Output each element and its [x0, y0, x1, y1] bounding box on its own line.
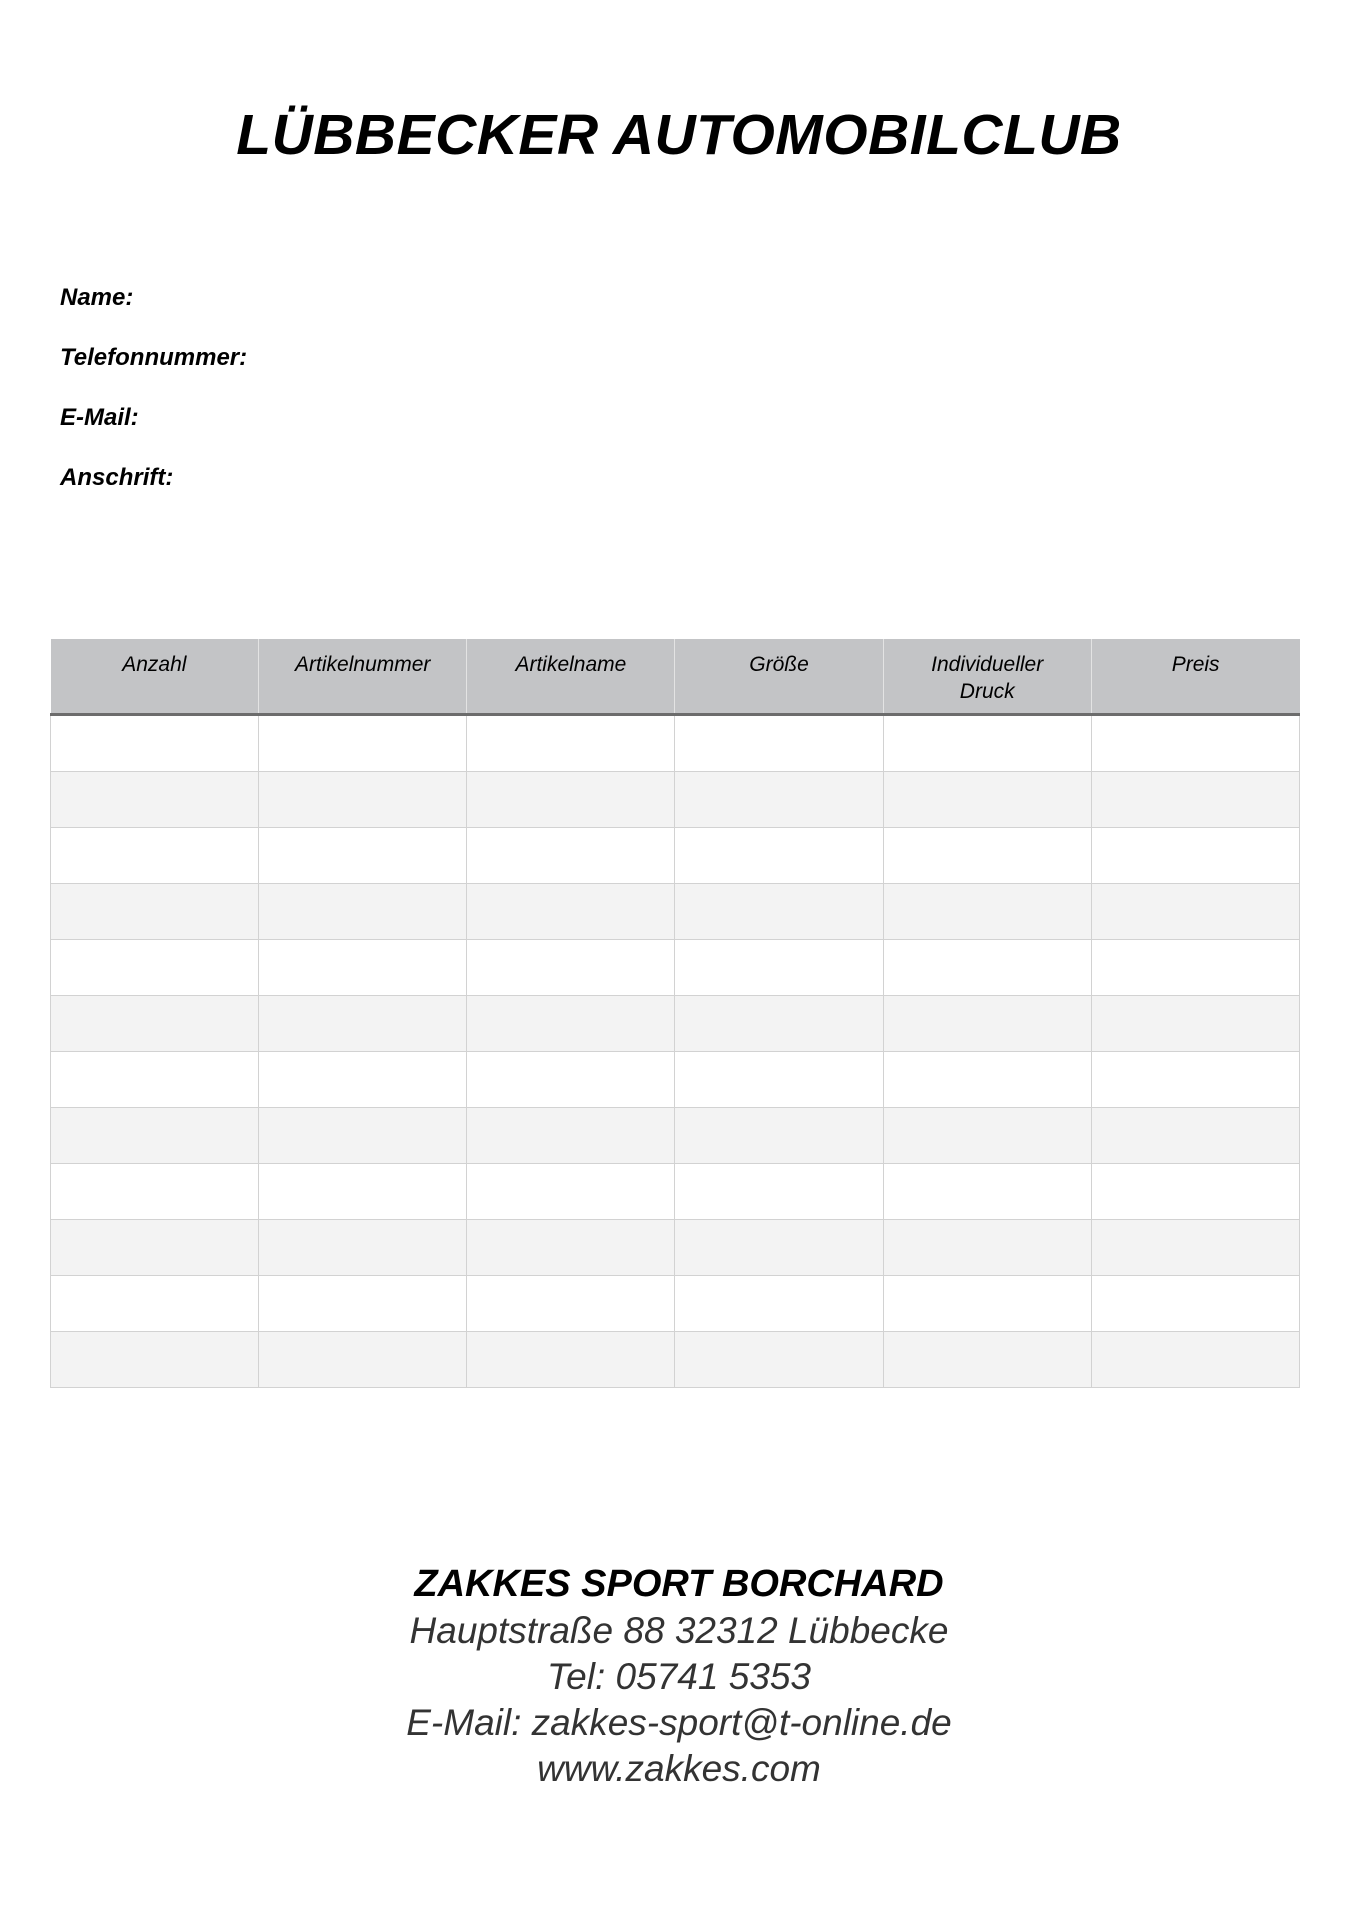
- footer-phone: Tel: 05741 5353: [546, 1656, 812, 1697]
- table-cell[interactable]: [1091, 940, 1299, 996]
- table-row: [51, 772, 1300, 828]
- table-cell[interactable]: [883, 1052, 1091, 1108]
- table-cell[interactable]: [51, 1164, 259, 1220]
- table-cell[interactable]: [259, 1332, 467, 1388]
- table-cell[interactable]: [259, 1052, 467, 1108]
- table-cell[interactable]: [259, 1220, 467, 1276]
- table-cell[interactable]: [675, 1332, 883, 1388]
- table-cell[interactable]: [51, 1276, 259, 1332]
- table-row: [51, 1276, 1300, 1332]
- table-cell[interactable]: [467, 1276, 675, 1332]
- footer-website[interactable]: www.zakkes.com: [537, 1748, 821, 1789]
- table-cell[interactable]: [675, 996, 883, 1052]
- table-cell[interactable]: [883, 1276, 1091, 1332]
- table-cell[interactable]: [1091, 1220, 1299, 1276]
- table-cell[interactable]: [467, 715, 675, 772]
- address-label: Anschrift:: [60, 464, 174, 491]
- table-cell[interactable]: [883, 772, 1091, 828]
- table-cell[interactable]: [1091, 884, 1299, 940]
- column-header-size: Größe: [675, 639, 883, 715]
- table-cell[interactable]: [51, 1108, 259, 1164]
- table-cell[interactable]: [1091, 715, 1299, 772]
- table-cell[interactable]: [51, 772, 259, 828]
- order-table: [50, 639, 1300, 1388]
- table-cell[interactable]: [467, 1164, 675, 1220]
- footer-email[interactable]: E-Mail: zakkes-sport@t-online.de: [406, 1702, 952, 1743]
- table-cell[interactable]: [883, 940, 1091, 996]
- table-cell[interactable]: [467, 940, 675, 996]
- table-cell[interactable]: [1091, 1276, 1299, 1332]
- table-cell[interactable]: [1091, 1052, 1299, 1108]
- table-cell[interactable]: [1091, 1164, 1299, 1220]
- table-cell[interactable]: [51, 715, 259, 772]
- column-header-article-number: Artikelnummer: [259, 639, 467, 715]
- table-cell[interactable]: [51, 828, 259, 884]
- table-cell[interactable]: [675, 884, 883, 940]
- table-cell[interactable]: [883, 1108, 1091, 1164]
- table-header-row: [51, 639, 1300, 715]
- table-cell[interactable]: [1091, 1332, 1299, 1388]
- table-cell[interactable]: [467, 828, 675, 884]
- table-row: [51, 1108, 1300, 1164]
- table-cell[interactable]: [467, 1052, 675, 1108]
- table-cell[interactable]: [883, 996, 1091, 1052]
- table-cell[interactable]: [51, 1052, 259, 1108]
- table-row: [51, 1220, 1300, 1276]
- order-table-body: [51, 715, 1300, 1388]
- table-row: [51, 715, 1300, 772]
- column-header-custom-print: Individueller Druck: [883, 639, 1091, 715]
- table-row: [51, 1052, 1300, 1108]
- column-header-article-name: Artikelname: [467, 639, 675, 715]
- table-cell[interactable]: [1091, 996, 1299, 1052]
- phone-label: Telefonnummer:: [60, 344, 248, 371]
- email-label: E-Mail:: [60, 404, 139, 431]
- table-cell[interactable]: [259, 828, 467, 884]
- table-cell[interactable]: [1091, 828, 1299, 884]
- table-cell[interactable]: [259, 940, 467, 996]
- footer: [0, 1560, 1358, 1792]
- table-cell[interactable]: [467, 996, 675, 1052]
- column-header-price: Preis: [1091, 639, 1299, 715]
- table-row: [51, 996, 1300, 1052]
- table-cell[interactable]: [259, 1276, 467, 1332]
- table-cell[interactable]: [675, 1108, 883, 1164]
- table-cell[interactable]: [675, 1164, 883, 1220]
- table-cell[interactable]: [259, 884, 467, 940]
- table-cell[interactable]: [675, 828, 883, 884]
- table-cell[interactable]: [883, 1164, 1091, 1220]
- customer-fields: [60, 280, 247, 520]
- table-cell[interactable]: [259, 1164, 467, 1220]
- table-cell[interactable]: [883, 828, 1091, 884]
- table-cell[interactable]: [675, 772, 883, 828]
- table-cell[interactable]: [51, 884, 259, 940]
- table-cell[interactable]: [51, 1220, 259, 1276]
- table-cell[interactable]: [51, 940, 259, 996]
- table-cell[interactable]: [883, 715, 1091, 772]
- table-cell[interactable]: [1091, 1108, 1299, 1164]
- table-cell[interactable]: [675, 1276, 883, 1332]
- table-cell[interactable]: [1091, 772, 1299, 828]
- name-label: Name:: [60, 284, 134, 311]
- column-header-quantity: Anzahl: [51, 639, 259, 715]
- table-cell[interactable]: [883, 1332, 1091, 1388]
- table-cell[interactable]: [467, 884, 675, 940]
- table-row: [51, 828, 1300, 884]
- table-cell[interactable]: [675, 715, 883, 772]
- table-row: [51, 940, 1300, 996]
- table-cell[interactable]: [259, 715, 467, 772]
- table-cell[interactable]: [675, 1052, 883, 1108]
- table-cell[interactable]: [675, 940, 883, 996]
- table-cell[interactable]: [51, 1332, 259, 1388]
- table-cell[interactable]: [675, 1220, 883, 1276]
- table-cell[interactable]: [467, 1220, 675, 1276]
- table-cell[interactable]: [259, 1108, 467, 1164]
- table-cell[interactable]: [883, 884, 1091, 940]
- table-cell[interactable]: [883, 1220, 1091, 1276]
- footer-company: ZAKKES SPORT BORCHARD: [414, 1563, 944, 1605]
- page-title: LÜBBECKER AUTOMOBILCLUB: [236, 103, 1122, 167]
- table-row: [51, 1164, 1300, 1220]
- footer-address: Hauptstraße 88 32312 Lübbecke: [409, 1610, 949, 1651]
- table-cell[interactable]: [259, 772, 467, 828]
- table-cell[interactable]: [467, 772, 675, 828]
- table-cell[interactable]: [467, 1108, 675, 1164]
- table-row: [51, 884, 1300, 940]
- table-cell[interactable]: [259, 996, 467, 1052]
- table-row: [51, 1332, 1300, 1388]
- table-cell[interactable]: [467, 1332, 675, 1388]
- table-cell[interactable]: [51, 996, 259, 1052]
